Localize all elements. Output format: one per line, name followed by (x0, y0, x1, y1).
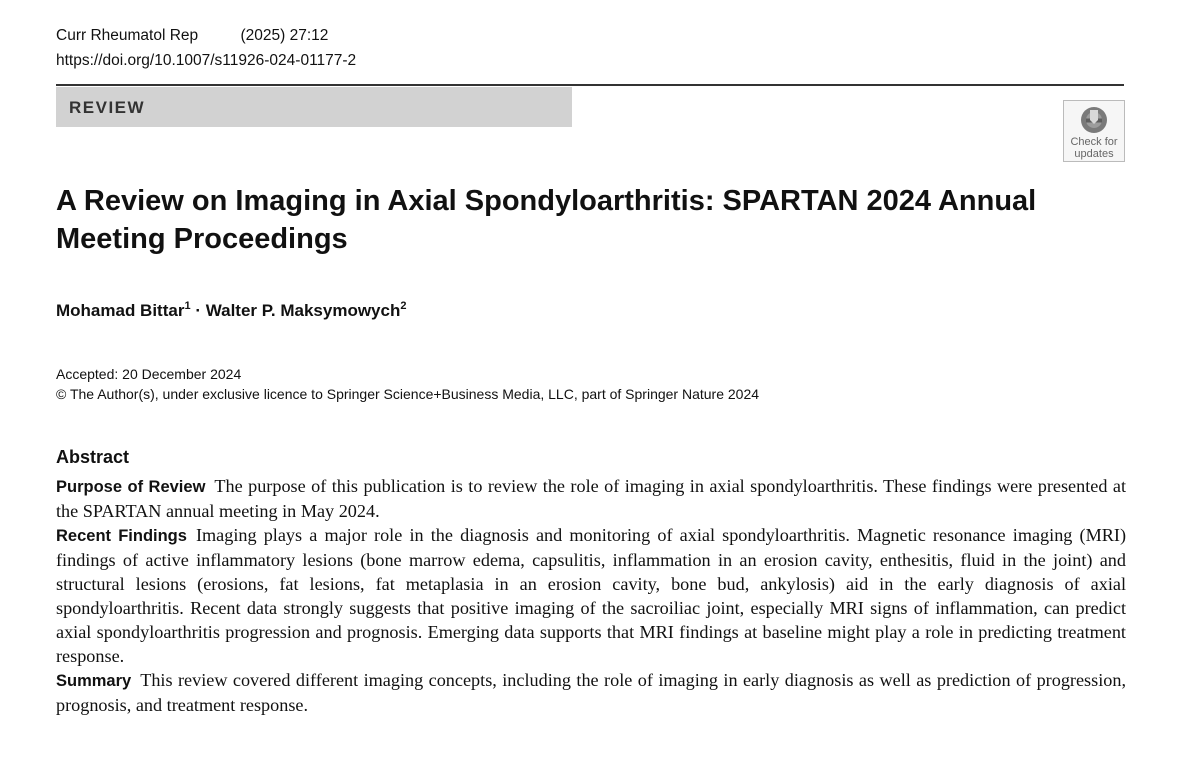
author-name[interactable]: Walter P. Maksymowych (205, 301, 401, 320)
abstract-section-text: The purpose of this publication is to review the role of imaging in axial spondyloarthritis. These findings were presented at the SPARTAN annual meeting in May 2024. (56, 476, 1126, 521)
author-separator: · (190, 301, 206, 320)
abstract-section (56, 474, 1126, 523)
article-title: A Review on Imaging in Axial Spondyloarthritis: SPARTAN 2024 Annual Meeting Proceedings (56, 185, 1037, 255)
abstract-section-label: Purpose of Review (56, 478, 206, 496)
article-type-label: REVIEW (69, 98, 146, 117)
check-for-updates-badge[interactable] (1063, 100, 1125, 162)
accepted-date: Accepted: 20 December 2024 (56, 366, 242, 382)
author-affiliation: 2 (400, 300, 407, 312)
abstract-body (56, 474, 1126, 717)
crossmark-icon (1079, 105, 1109, 135)
abstract-section-text: Imaging plays a major role in the diagnosis and monitoring of axial spondyloarthritis. Magnetic resonance imaging (MRI) findings of active inflammatory lesions (bone marrow edema, capsulitis, inflammation in an erosion cavity, enthesitis, fluid in the joint) and structural lesions (erosions, fat lesions, fat metaplasia in an erosion cavity, bone bud, ankylosis) aid in the early diagnosis of axial spondyloarthritis. Recent data strongly suggests that positive imaging of the sacroiliac joint, especially MRI signs of inflammation, can predict axial spondyloarthritis progression and prognosis. Emerging data supports that MRI findings at baseline might play a role in predicting treatment response. (56, 525, 1127, 666)
author-affiliation: 1 (184, 300, 191, 312)
abstract-section (56, 668, 1126, 717)
abstract-section-text: This review covered different imaging concepts, including the role of imaging in early diagnosis as well as prediction of progression, prognosis, and treatment response. (56, 670, 1126, 715)
article-type-band (56, 87, 572, 127)
abstract-section-label: Recent Findings (56, 527, 187, 545)
abstract-section-label: Summary (56, 672, 132, 690)
abstract-heading: Abstract (56, 447, 130, 467)
author-list (56, 301, 406, 321)
author-name[interactable]: Mohamad Bittar (56, 301, 185, 320)
check-for-updates-text (1064, 136, 1124, 160)
copyright-notice: © The Author(s), under exclusive licence to Springer Science+Business Media, LLC, part of Springer Nature 2024 (56, 386, 760, 402)
doi-link[interactable]: https://doi.org/10.1007/s11926-024-01177-2 (56, 52, 357, 69)
check-line-2: updates (1074, 148, 1114, 160)
journal-name: Curr Rheumatol Rep (56, 27, 199, 44)
journal-citation (56, 27, 328, 45)
journal-year-volume: (2025) 27:12 (240, 27, 329, 44)
header-rule (56, 84, 1124, 86)
check-line-1: Check for (1070, 136, 1118, 148)
abstract-section (56, 523, 1126, 668)
